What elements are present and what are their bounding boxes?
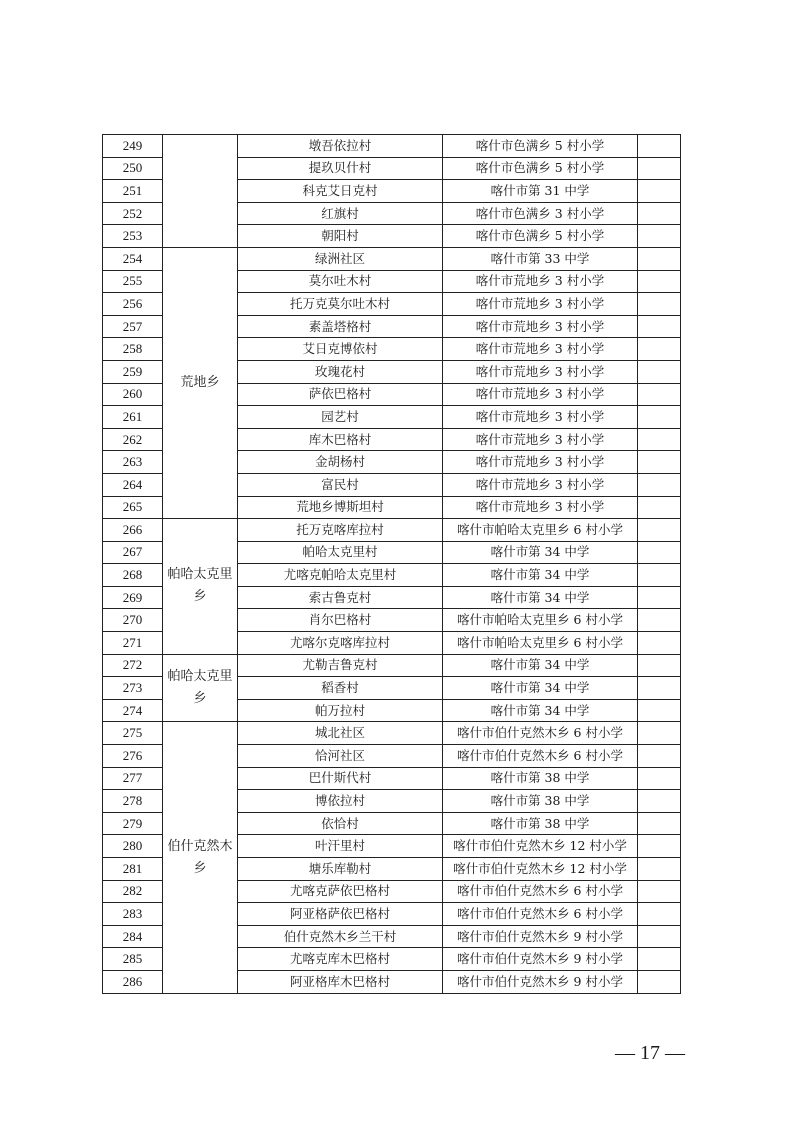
school-cell: 喀什市荒地乡 3 村小学 (443, 473, 638, 496)
village-cell: 恰河社区 (238, 745, 443, 768)
note-cell (638, 135, 681, 158)
village-cell: 库木巴格村 (238, 428, 443, 451)
school-cell: 喀什市伯什克然木乡 9 村小学 (443, 970, 638, 993)
school-cell: 喀什市伯什克然木乡 12 村小学 (443, 835, 638, 858)
village-school-table (102, 134, 681, 994)
row-number: 270 (103, 609, 163, 632)
village-cell: 玫瑰花村 (238, 360, 443, 383)
school-cell: 喀什市色满乡 5 村小学 (443, 135, 638, 158)
school-cell: 喀什市伯什克然木乡 6 村小学 (443, 745, 638, 768)
note-cell (638, 496, 681, 519)
township-cell (163, 135, 238, 248)
row-number: 261 (103, 406, 163, 429)
row-number: 269 (103, 586, 163, 609)
school-cell: 喀什市第 31 中学 (443, 180, 638, 203)
school-cell: 喀什市第 33 中学 (443, 247, 638, 270)
village-cell: 尤喀克库木巴格村 (238, 948, 443, 971)
village-cell: 莫尔吐木村 (238, 270, 443, 293)
village-cell: 伯什克然木乡兰干村 (238, 925, 443, 948)
note-cell (638, 812, 681, 835)
row-number: 258 (103, 338, 163, 361)
row-number: 282 (103, 880, 163, 903)
school-cell: 喀什市色满乡 5 村小学 (443, 225, 638, 248)
school-cell: 喀什市伯什克然木乡 6 村小学 (443, 722, 638, 745)
school-cell: 喀什市伯什克然木乡 9 村小学 (443, 925, 638, 948)
school-cell: 喀什市伯什克然木乡 12 村小学 (443, 858, 638, 881)
row-number: 278 (103, 790, 163, 813)
table-row (103, 519, 681, 542)
note-cell (638, 383, 681, 406)
village-cell: 塘乐库勒村 (238, 858, 443, 881)
row-number: 262 (103, 428, 163, 451)
note-cell (638, 609, 681, 632)
row-number: 276 (103, 745, 163, 768)
village-cell: 富民村 (238, 473, 443, 496)
village-cell: 墩吾依拉村 (238, 135, 443, 158)
village-cell: 荒地乡博斯坦村 (238, 496, 443, 519)
school-cell: 喀什市第 34 中学 (443, 586, 638, 609)
village-cell: 城北社区 (238, 722, 443, 745)
row-number: 285 (103, 948, 163, 971)
row-number: 265 (103, 496, 163, 519)
school-cell: 喀什市第 34 中学 (443, 677, 638, 700)
school-cell: 喀什市荒地乡 3 村小学 (443, 383, 638, 406)
note-cell (638, 564, 681, 587)
note-cell (638, 157, 681, 180)
note-cell (638, 925, 681, 948)
table-row (103, 135, 681, 158)
school-cell: 喀什市第 34 中学 (443, 541, 638, 564)
note-cell (638, 654, 681, 677)
village-cell: 金胡杨村 (238, 451, 443, 474)
village-cell: 科克艾日克村 (238, 180, 443, 203)
school-cell: 喀什市伯什克然木乡 9 村小学 (443, 948, 638, 971)
row-number: 250 (103, 157, 163, 180)
note-cell (638, 948, 681, 971)
school-cell: 喀什市伯什克然木乡 6 村小学 (443, 903, 638, 926)
school-cell: 喀什市荒地乡 3 村小学 (443, 338, 638, 361)
row-number: 284 (103, 925, 163, 948)
note-cell (638, 473, 681, 496)
note-cell (638, 338, 681, 361)
village-cell: 巴什斯代村 (238, 767, 443, 790)
village-cell: 博依拉村 (238, 790, 443, 813)
row-number: 286 (103, 970, 163, 993)
village-cell: 素盖塔格村 (238, 315, 443, 338)
note-cell (638, 677, 681, 700)
village-cell: 稻香村 (238, 677, 443, 700)
row-number: 251 (103, 180, 163, 203)
school-cell: 喀什市荒地乡 3 村小学 (443, 496, 638, 519)
row-number: 280 (103, 835, 163, 858)
village-cell: 托万克莫尔吐木村 (238, 293, 443, 316)
row-number: 274 (103, 699, 163, 722)
row-number: 273 (103, 677, 163, 700)
school-cell: 喀什市第 38 中学 (443, 812, 638, 835)
note-cell (638, 519, 681, 542)
note-cell (638, 586, 681, 609)
note-cell (638, 970, 681, 993)
school-cell: 喀什市帕哈太克里乡 6 村小学 (443, 632, 638, 655)
township-cell: 荒地乡 (163, 247, 238, 518)
note-cell (638, 632, 681, 655)
village-cell: 帕哈太克里村 (238, 541, 443, 564)
school-cell: 喀什市第 34 中学 (443, 699, 638, 722)
row-number: 263 (103, 451, 163, 474)
school-cell: 喀什市荒地乡 3 村小学 (443, 451, 638, 474)
note-cell (638, 225, 681, 248)
table-row (103, 654, 681, 677)
school-cell: 喀什市帕哈太克里乡 6 村小学 (443, 519, 638, 542)
school-cell: 喀什市荒地乡 3 村小学 (443, 270, 638, 293)
row-number: 279 (103, 812, 163, 835)
row-number: 257 (103, 315, 163, 338)
note-cell (638, 767, 681, 790)
school-cell: 喀什市第 34 中学 (443, 654, 638, 677)
village-cell: 尤喀克帕哈太克里村 (238, 564, 443, 587)
village-cell: 萨依巴格村 (238, 383, 443, 406)
note-cell (638, 270, 681, 293)
note-cell (638, 247, 681, 270)
school-cell: 喀什市第 38 中学 (443, 767, 638, 790)
row-number: 253 (103, 225, 163, 248)
row-number: 281 (103, 858, 163, 881)
village-cell: 艾日克博依村 (238, 338, 443, 361)
row-number: 254 (103, 247, 163, 270)
note-cell (638, 406, 681, 429)
village-cell: 叶汗里村 (238, 835, 443, 858)
note-cell (638, 858, 681, 881)
village-cell: 提玖贝什村 (238, 157, 443, 180)
table-row (103, 722, 681, 745)
township-cell: 帕哈太克里乡 (163, 519, 238, 655)
note-cell (638, 790, 681, 813)
school-cell: 喀什市第 34 中学 (443, 564, 638, 587)
note-cell (638, 722, 681, 745)
note-cell (638, 835, 681, 858)
row-number: 271 (103, 632, 163, 655)
school-cell: 喀什市色满乡 3 村小学 (443, 202, 638, 225)
note-cell (638, 541, 681, 564)
school-cell: 喀什市第 38 中学 (443, 790, 638, 813)
row-number: 267 (103, 541, 163, 564)
note-cell (638, 880, 681, 903)
note-cell (638, 202, 681, 225)
township-cell: 帕哈太克里乡 (163, 654, 238, 722)
note-cell (638, 428, 681, 451)
row-number: 259 (103, 360, 163, 383)
school-cell: 喀什市伯什克然木乡 6 村小学 (443, 880, 638, 903)
note-cell (638, 360, 681, 383)
township-cell: 伯什克然木乡 (163, 722, 238, 993)
village-cell: 园艺村 (238, 406, 443, 429)
village-cell: 帕万拉村 (238, 699, 443, 722)
village-cell: 托万克喀库拉村 (238, 519, 443, 542)
village-cell: 朝阳村 (238, 225, 443, 248)
village-cell: 索古鲁克村 (238, 586, 443, 609)
note-cell (638, 451, 681, 474)
school-cell: 喀什市色满乡 5 村小学 (443, 157, 638, 180)
table-row (103, 247, 681, 270)
row-number: 260 (103, 383, 163, 406)
village-cell: 尤喀克萨依巴格村 (238, 880, 443, 903)
note-cell (638, 699, 681, 722)
village-cell: 依恰村 (238, 812, 443, 835)
village-cell: 尤喀尔克喀库拉村 (238, 632, 443, 655)
row-number: 264 (103, 473, 163, 496)
village-cell: 尤勒吉鲁克村 (238, 654, 443, 677)
note-cell (638, 293, 681, 316)
school-cell: 喀什市帕哈太克里乡 6 村小学 (443, 609, 638, 632)
row-number: 255 (103, 270, 163, 293)
note-cell (638, 180, 681, 203)
school-cell: 喀什市荒地乡 3 村小学 (443, 428, 638, 451)
row-number: 268 (103, 564, 163, 587)
row-number: 275 (103, 722, 163, 745)
village-cell: 阿亚格库木巴格村 (238, 970, 443, 993)
village-cell: 红旗村 (238, 202, 443, 225)
school-cell: 喀什市荒地乡 3 村小学 (443, 406, 638, 429)
school-cell: 喀什市荒地乡 3 村小学 (443, 360, 638, 383)
row-number: 249 (103, 135, 163, 158)
note-cell (638, 745, 681, 768)
note-cell (638, 903, 681, 926)
note-cell (638, 315, 681, 338)
row-number: 266 (103, 519, 163, 542)
school-cell: 喀什市荒地乡 3 村小学 (443, 315, 638, 338)
page-number: — 17 — (615, 1042, 685, 1064)
row-number: 277 (103, 767, 163, 790)
school-cell: 喀什市荒地乡 3 村小学 (443, 293, 638, 316)
row-number: 252 (103, 202, 163, 225)
row-number: 256 (103, 293, 163, 316)
row-number: 272 (103, 654, 163, 677)
village-cell: 绿洲社区 (238, 247, 443, 270)
table-body (103, 135, 681, 994)
village-cell: 肖尔巴格村 (238, 609, 443, 632)
row-number: 283 (103, 903, 163, 926)
village-cell: 阿亚格萨依巴格村 (238, 903, 443, 926)
